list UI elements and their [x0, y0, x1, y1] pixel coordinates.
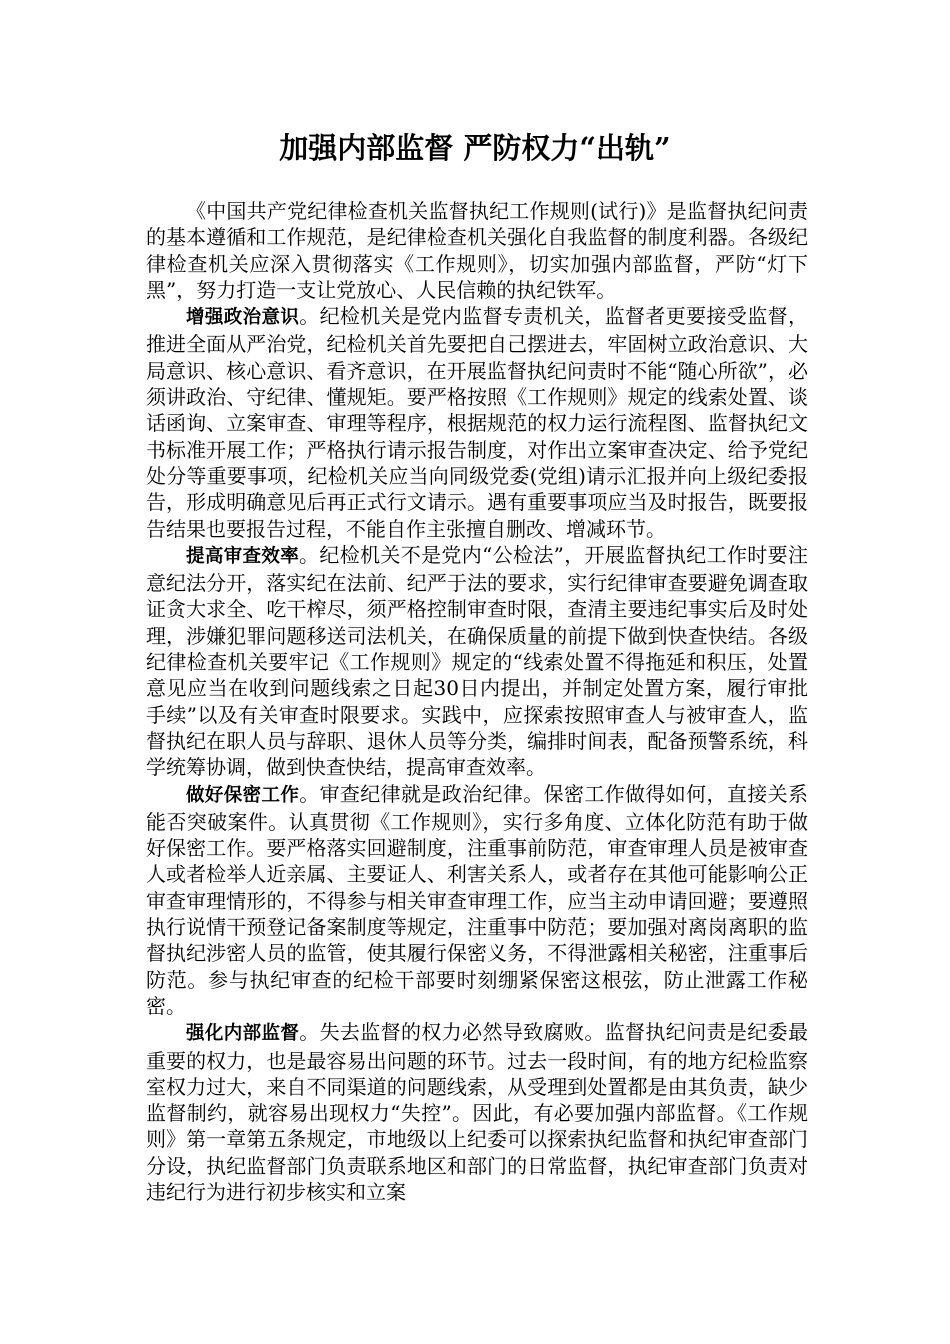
- paragraph-text: 。失去监督的权力必然导致腐败。监督执纪问责是纪委最重要的权力，也是最容易出问题的环节。过去一段时间，有的地方纪检监察室权力过大，来自不同渠道的问题线索，从受理到处置都是由其负责，缺少监督制约，就容易出现权力“失控”。因此，有必要加强内部监督。《工作规则》第一章第五条规定，市地级以上纪委可以探索执纪监督和执纪审查部门分设，执纪监督部门负责联系地区和部门的日常监督，执纪审查部门负责对违纪行为进行初步核实和立案: [146, 1020, 808, 1204]
- paragraph-intro: [146, 198, 808, 303]
- paragraph-text: 《中国共产党纪律检查机关监督执纪工作规则(试行)》是监督执纪问责的基本遵循和工作规范，是纪律检查机关强化自我监督的制度利器。各级纪律检查机关应深入贯彻落实《工作规则》，切实加强内部监督，严防“灯下黑”，努力打造一支让党放心、人民信赖的执纪铁军。: [146, 199, 808, 302]
- paragraph-heading: 增强政治意识: [186, 307, 300, 329]
- paragraph-text: 。纪检机关不是党内“公检法”，开展监督执纪工作时要注意纪法分开，落实纪在法前、纪严于法的要求，实行纪律审查要避免调查取证贪大求全、吃干榨尽，须严格控制审查时限，查清主要违纪事实后及时处理，涉嫌犯罪问题移送司法机关，在确保质量的前提下做到快查快结。各级纪律检查机关要牢记《工作规则》规定的“线索处置不得拖延和积压，处置意见应当在收到问题线索之日起30日内提出，并制定处置方案，履行审批手续”以及有关审查时限要求。实践中，应探索按照审查人与被审查人，监督执纪在职人员与辞职、退休人员等分类，编排时间表，配备预警系统，科学统筹协调，做到快查快结，提高审查效率。: [146, 542, 808, 780]
- paragraph-political-awareness: [146, 303, 808, 542]
- paragraph-review-efficiency: [146, 542, 808, 781]
- paragraph-heading: 强化内部监督: [186, 1023, 300, 1045]
- paragraph-text: 。纪检机关是党内监督专责机关，监督者更要接受监督，推进全面从严治党，纪检机关首先要把自己摆进去，牢固树立政治意识、大局意识、核心意识、看齐意识，在开展监督执纪问责时不能“随心所欲”，必须讲政治、守纪律、懂规矩。要严格按照《工作规则》规定的线索处置、谈话函询、立案审查、审理等程序，根据规范的权力运行流程图、监督执纪文书标准开展工作；严格执行请示报告制度，对作出立案审查决定、给予党纪处分等重要事项，纪检机关应当向同级党委(党组)请示汇报并向上级纪委报告，形成明确意见后再正式行文请示。遇有重要事项应当及时报告，既要报告结果也要报告过程，不能自作主张擅自删改、增减环节。: [146, 304, 808, 541]
- paragraph-text: 。审查纪律就是政治纪律。保密工作做得如何，直接关系能否突破案件。认真贯彻《工作规则》，实行多角度、立体化防范有助于做好保密工作。要严格落实回避制度，注重事前防范，审查审理人员是被审查人或者检举人近亲属、主要证人、利害关系人，或者存在其他可能影响公正审查审理情形的，不得参与相关审查审理工作，应当主动申请回避；要遵照执行说情干预登记备案制度等规定，注重事中防范；要加强对离岗离职的监督执纪涉密人员的监管，使其履行保密义务，不得泄露相关秘密，注重事后防范。参与执纪审查的纪检干部要时刻绷紧保密这根弦，防止泄露工作秘密。: [146, 781, 808, 1018]
- paragraph-confidentiality: [146, 781, 808, 1020]
- paragraph-heading: 做好保密工作: [186, 784, 300, 806]
- document-body: [146, 198, 808, 1205]
- document-title: 加强内部监督 严防权力“出轨”: [279, 131, 671, 165]
- paragraph-internal-supervision: [146, 1019, 808, 1205]
- paragraph-heading: 提高审查效率: [186, 545, 300, 567]
